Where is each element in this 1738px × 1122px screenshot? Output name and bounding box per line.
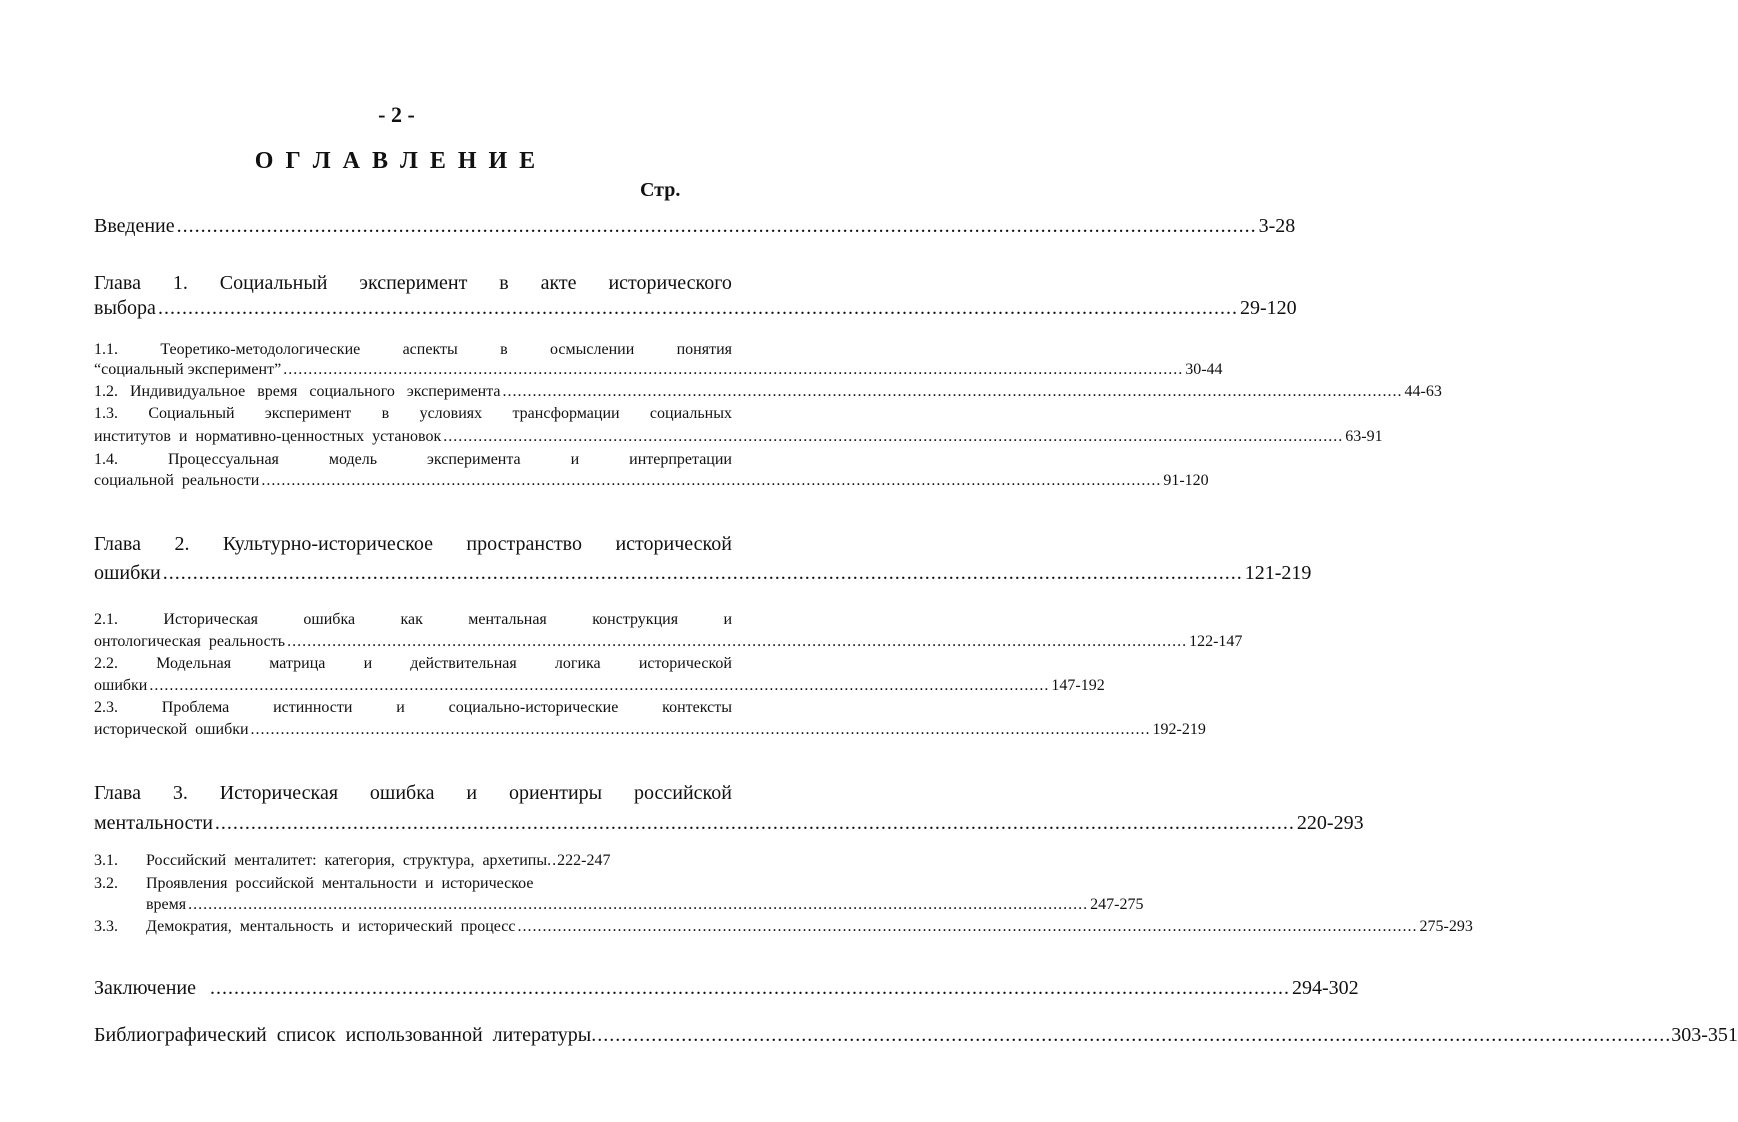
word: ориентиры bbox=[508, 782, 603, 804]
word: и bbox=[396, 699, 405, 716]
word: 1. bbox=[172, 272, 188, 294]
toc-entry-chapter-3[interactable] bbox=[94, 782, 732, 805]
entry-label: Заключение bbox=[94, 977, 196, 999]
word: контексты bbox=[662, 699, 732, 716]
entry-label: онтологическая реальность bbox=[94, 633, 286, 650]
page-number: - 2 - bbox=[378, 102, 415, 127]
entry-label: ментальности bbox=[94, 812, 213, 834]
word: модель bbox=[328, 451, 378, 468]
word: ошибка bbox=[303, 611, 356, 628]
toc-entry-section-3-2[interactable] bbox=[94, 875, 654, 893]
entry-pages: 91-120 bbox=[1163, 472, 1209, 489]
word: как bbox=[400, 611, 423, 628]
dot-leader: .................................................................................................................................................................................... bbox=[250, 721, 1151, 738]
toc-entry-section-1-3-line-2 bbox=[94, 428, 1383, 446]
toc-entry-section-2-3[interactable] bbox=[94, 699, 732, 717]
word: Историческая bbox=[219, 782, 339, 804]
entry-pages: 222-247 bbox=[557, 852, 611, 869]
word: и bbox=[363, 655, 373, 672]
entry-label: Проявления российской ментальности и историческое bbox=[146, 875, 534, 892]
toc-entry-section-3-2-line-2 bbox=[146, 896, 1144, 914]
word: 2. bbox=[174, 533, 190, 555]
word: конструкция bbox=[592, 611, 679, 628]
entry-pages: 44-63 bbox=[1404, 383, 1442, 400]
toc-entry-section-2-1-line-2 bbox=[94, 633, 1243, 651]
word: Проблема bbox=[161, 699, 230, 716]
toc-title: О Г Л А В Л Е Н И Е bbox=[254, 148, 539, 174]
entry-pages: 3-28 bbox=[1258, 215, 1296, 237]
entry-pages: 147-192 bbox=[1051, 677, 1105, 694]
section-number: 3.2. bbox=[94, 875, 118, 892]
word: Историческая bbox=[163, 611, 259, 628]
entry-label: 1.2. Индивидуальное время социального эксперимента bbox=[94, 383, 501, 400]
word: истинности bbox=[273, 699, 353, 716]
entry-label: исторической ошибки bbox=[94, 721, 249, 738]
word: 2.3. bbox=[94, 699, 118, 716]
entry-pages: 121-219 bbox=[1244, 562, 1312, 584]
word: понятия bbox=[676, 341, 732, 358]
toc-entry-section-1-2[interactable] bbox=[94, 383, 1442, 401]
toc-entry-chapter-1-line-2 bbox=[94, 297, 1297, 320]
word: и bbox=[570, 451, 580, 468]
entry-label: выбора bbox=[94, 297, 156, 319]
entry-pages: 275-293 bbox=[1419, 918, 1473, 935]
word: исторической bbox=[638, 655, 732, 672]
word: и bbox=[723, 611, 732, 628]
toc-entry-section-3-1[interactable] bbox=[94, 852, 718, 870]
dot-leader: .................................................................................................................................................................................... bbox=[443, 428, 1344, 445]
entry-pages: 294-302 bbox=[1292, 977, 1359, 999]
dot-leader: .................................................................................................................................................................................... bbox=[210, 977, 1290, 999]
toc-entry-chapter-2-line-2 bbox=[94, 562, 1312, 585]
entry-label: Российский менталитет: категория, структура, архетипы bbox=[146, 852, 548, 869]
word: эксперимент bbox=[359, 272, 468, 294]
dot-leader: .................................................................................................................................................................................... bbox=[176, 215, 1257, 237]
dot-leader: .................................................................................................................................................................................... bbox=[261, 472, 1162, 489]
word: 1.4. bbox=[94, 451, 118, 468]
section-number: 3.1. bbox=[94, 852, 118, 869]
word: Процессуальная bbox=[167, 451, 279, 468]
dot-leader: .................................................................................................................................................................................... bbox=[214, 812, 1295, 834]
entry-label: время bbox=[146, 896, 187, 913]
toc-entry-chapter-2[interactable] bbox=[94, 533, 732, 556]
entry-label: социальной реальности bbox=[94, 472, 260, 489]
word: исторического bbox=[608, 272, 732, 294]
toc-entry-section-1-1[interactable] bbox=[94, 341, 732, 359]
toc-entry-section-3-3[interactable] bbox=[94, 918, 1473, 936]
entry-label: “социальный эксперимент” bbox=[94, 361, 282, 378]
pages-column-header: Стр. bbox=[640, 179, 681, 201]
word: российской bbox=[634, 782, 732, 804]
entry-pages: 122-147 bbox=[1189, 633, 1243, 650]
word: социальных bbox=[649, 405, 732, 422]
word: акте bbox=[540, 272, 577, 294]
toc-entry-introduction[interactable] bbox=[94, 215, 1296, 238]
word: Социальный bbox=[148, 405, 235, 422]
section-number: 3.3. bbox=[94, 918, 118, 935]
word: интерпретации bbox=[629, 451, 732, 468]
word: эксперимент bbox=[264, 405, 352, 422]
word: Теоретико-методологические bbox=[160, 341, 361, 358]
word: Социальный bbox=[219, 272, 328, 294]
entry-pages: 192-219 bbox=[1152, 721, 1206, 738]
word: 1.1. bbox=[94, 341, 118, 358]
entry-pages: 220-293 bbox=[1296, 812, 1364, 834]
word: в bbox=[499, 272, 509, 294]
entry-pages: 303-351 bbox=[1671, 1024, 1738, 1046]
word: действительная bbox=[410, 655, 517, 672]
entry-pages: 247-275 bbox=[1090, 896, 1144, 913]
word: ментальная bbox=[468, 611, 547, 628]
dot-leader: .................................................................................................................................................................................... bbox=[162, 562, 1243, 584]
dot-leader: .................................................................................................................................................................................... bbox=[157, 297, 1238, 319]
toc-entry-section-1-1-line-2 bbox=[94, 361, 1223, 379]
word: 1.3. bbox=[94, 405, 118, 422]
word: трансформации bbox=[512, 405, 620, 422]
dot-leader: .................................................................................................................................................................................... bbox=[283, 361, 1184, 378]
entry-label: Библиографический список использованной литературы bbox=[94, 1024, 592, 1046]
toc-entry-chapter-3-line-2 bbox=[94, 812, 1364, 835]
word: Глава bbox=[94, 272, 141, 294]
dot-leader: .................................................................................................................................................................................... bbox=[517, 918, 1418, 935]
toc-entry-section-2-3-line-2 bbox=[94, 721, 1206, 739]
word: пространство bbox=[466, 533, 582, 555]
word: и bbox=[466, 782, 478, 804]
entry-pages: 29-120 bbox=[1239, 297, 1297, 319]
entry-label: Введение bbox=[94, 215, 175, 237]
word: 2.1. bbox=[94, 611, 118, 628]
word: логика bbox=[554, 655, 601, 672]
word: Модельная bbox=[156, 655, 232, 672]
toc-entry-section-2-1[interactable] bbox=[94, 611, 732, 629]
dot-leader: .................................................................................................................................................................................... bbox=[188, 896, 1089, 913]
word: исторической bbox=[615, 533, 732, 555]
entry-label: Демократия, ментальность и исторический процесс bbox=[146, 918, 516, 935]
toc-entry-bibliography[interactable] bbox=[94, 1024, 1738, 1047]
word: Глава bbox=[94, 533, 141, 555]
word: в bbox=[500, 341, 508, 358]
toc-entry-chapter-1[interactable] bbox=[94, 272, 732, 295]
entry-label: ошибки bbox=[94, 562, 161, 584]
word: 3. bbox=[172, 782, 188, 804]
dot-leader: .................................................................................................................................................................................... bbox=[591, 1024, 1672, 1046]
entry-pages: 63-91 bbox=[1345, 428, 1383, 445]
dot-leader: .. bbox=[547, 852, 558, 869]
word: эксперимента bbox=[427, 451, 521, 468]
dot-leader: .................................................................................................................................................................................... bbox=[149, 677, 1050, 694]
dot-leader: .................................................................................................................................................................................... bbox=[502, 383, 1403, 400]
dot-leader: .................................................................................................................................................................................... bbox=[287, 633, 1188, 650]
toc-entry-section-2-2[interactable] bbox=[94, 655, 732, 673]
word: аспекты bbox=[402, 341, 458, 358]
entry-label: ошибки bbox=[94, 677, 148, 694]
word: в bbox=[381, 405, 390, 422]
word: социально-исторические bbox=[448, 699, 619, 716]
word: матрица bbox=[269, 655, 326, 672]
toc-entry-section-1-3[interactable] bbox=[94, 405, 732, 423]
toc-entry-section-2-2-line-2 bbox=[94, 677, 1105, 695]
word: условиях bbox=[419, 405, 483, 422]
word: Культурно-историческое bbox=[222, 533, 433, 555]
word: осмыслении bbox=[550, 341, 635, 358]
word: 2.2. bbox=[94, 655, 118, 672]
toc-entry-conclusion[interactable] bbox=[94, 977, 1359, 1000]
entry-pages: 30-44 bbox=[1185, 361, 1223, 378]
word: Глава bbox=[94, 782, 141, 804]
entry-label: институтов и нормативно-ценностных установок bbox=[94, 428, 442, 445]
toc-entry-section-1-4[interactable] bbox=[94, 451, 732, 469]
toc-entry-section-1-4-line-2 bbox=[94, 472, 1209, 490]
word: ошибка bbox=[369, 782, 435, 804]
